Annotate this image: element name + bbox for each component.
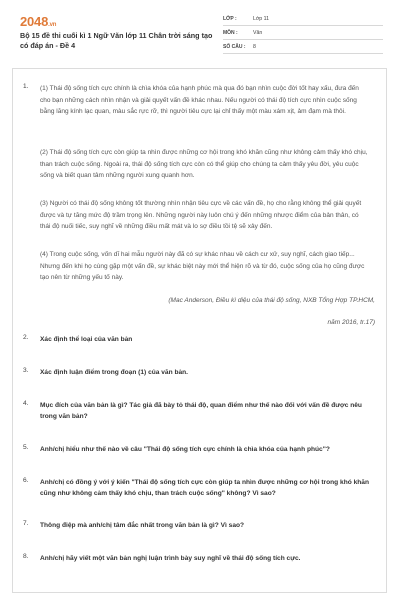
question-number: 7. [23, 520, 29, 527]
passage-paragraph: (1) Thái độ sống tích cực chính là chìa khóa của hạnh phúc mà qua đó bạn nhìn cuộc đời tốt hay xấu, đưa đến cho bạn những cách nhìn nhận và giải quyết vấn đề khác nhau. Nếu người có thái độ tích cực nhìn cuộc sống bằng lăng kính lạc quan, màu sắc rực rỡ, thì người tiêu cực lại chỉ thấy một màu xám xịt, ảm đạm mà thôi. [40, 85, 359, 115]
question-text: Mục đích của văn bản là gì? Tác giả đã bày tỏ thái độ, quan điểm như thế nào đối với vấn đề được nêu trong văn bản? [40, 402, 362, 420]
question-number: 8. [23, 553, 29, 560]
meta-row-subject [223, 26, 383, 40]
meta-row-class [223, 12, 383, 26]
attribution-line: năm 2016, tr.17) [327, 319, 375, 326]
question-text: Xác định thể loại của văn bản [40, 336, 133, 343]
content-box [12, 68, 387, 593]
meta-row-count [223, 40, 383, 54]
subject-label: MÔN : [223, 29, 238, 36]
class-value: Lớp 11 [253, 15, 269, 22]
question-number: 6. [23, 477, 29, 484]
question-number: 3. [23, 367, 29, 374]
question-count-value: 8 [253, 43, 256, 50]
question-number: 1. [23, 83, 29, 90]
passage-paragraph: (3) Người có thái độ sống không tốt thường nhìn nhận tiêu cực về các vấn đề, họ cho rằng không thể giải quyết được và tự tăng mức độ trầm trọng lên. Những người này luôn chú ý đến những nhược điểm của bản thân, có thái độ nuối tiếc, suy nghĩ về những điều mất mát và lo sợ điều tồi tệ sẽ xảy đến. [40, 200, 362, 230]
document-title: Bộ 15 đề thi cuối kì 1 Ngữ Văn lớp 11 Chân trời sáng tạo có đáp án - Đề 4 [20, 31, 213, 50]
site-logo[interactable] [20, 14, 56, 29]
passage-paragraph: (4) Trong cuộc sống, vốn dĩ hai mẫu người này đã có sự khác nhau về cách cư xử, suy nghĩ, cách giao tiếp... Nhưng đến khi họ cùng gặp một vấn đề, sự khác biệt này mới thể hiện rõ và từ đó, cuộc sống của họ cũng được tạo nên từ những yếu tố này. [40, 251, 365, 281]
question-number: 2. [23, 334, 29, 341]
question-number: 5. [23, 444, 29, 451]
question-text: Anh/chị hãy viết một văn bản nghị luận trình bày suy nghĩ về thái độ sống tích cực. [40, 555, 301, 562]
meta-table [223, 12, 383, 54]
passage-paragraph: (2) Thái độ sống tích cực còn giúp ta nhìn được những cơ hội trong khó khăn cũng như không cảm thấy khó chịu, than trách cuộc sống. Ngoài ra, thái độ sống tích cực còn có thể giúp cho chúng ta cảm thấy yêu đời, yêu cuộc sống và biết quan tâm những người xung quanh hơn. [40, 149, 368, 179]
logo-text: 2048 [20, 14, 49, 29]
question-text: Xác định luận điểm trong đoạn (1) của văn bản. [40, 369, 189, 376]
class-label: LỚP : [223, 15, 237, 22]
question-text: Thông điệp mà anh/chị tâm đắc nhất trong văn bản là gì? Vì sao? [40, 522, 245, 529]
question-number: 4. [23, 400, 29, 407]
question-text: Anh/chị hiểu như thế nào về câu "Thái độ sống tích cực chính là chìa khóa của hạnh phúc"? [40, 446, 330, 453]
question-text: Anh/chị có đồng ý với ý kiến "Thái độ sống tích cực còn giúp ta nhìn được những cơ hội trong khó khăn cũng như không cảm thấy khó chịu, than trách cuộc sống" không? Vì sao? [40, 479, 369, 497]
subject-value: Văn [253, 29, 263, 36]
attribution-line: (Mac Anderson, Điều kì diệu của thái độ sống, NXB Tổng Hợp TP.HCM, [168, 297, 375, 304]
question-count-label: SỐ CÂU : [223, 43, 246, 50]
logo-suffix: .vn [48, 22, 57, 28]
header [0, 0, 400, 66]
